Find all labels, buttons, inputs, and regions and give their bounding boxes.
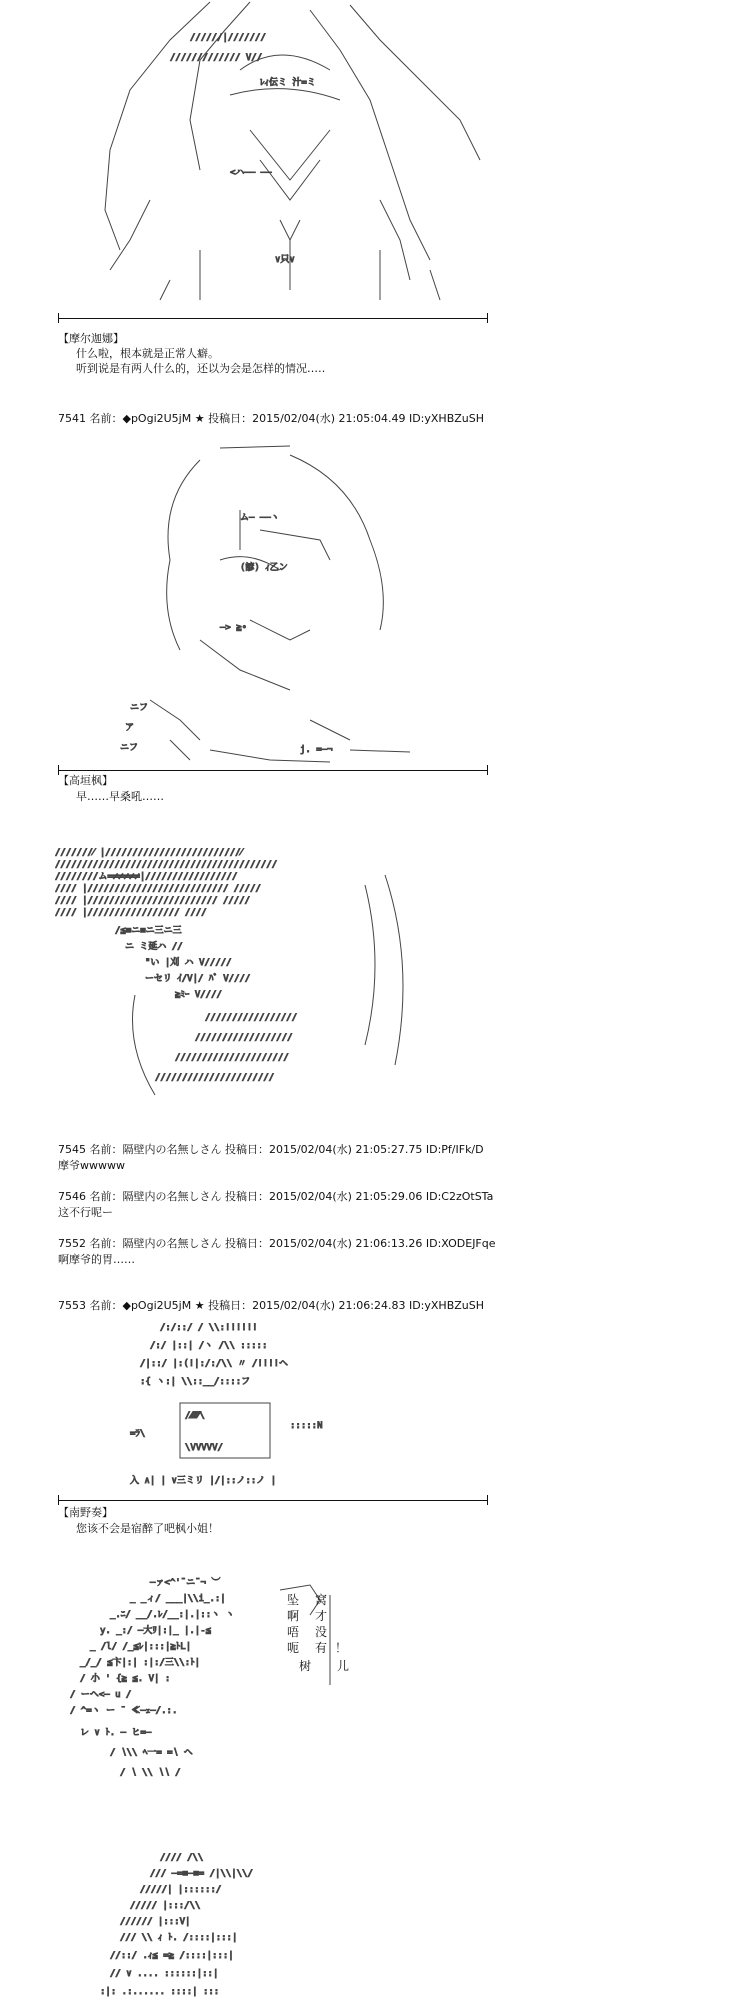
bubble-char: 窝 [315, 1593, 328, 1607]
svg-text:///////////// V//: ///////////// V// [170, 53, 263, 63]
dialogue-line: 早……早桑吼…… [76, 790, 164, 803]
svg-text:/:/::/ / \\:!!!!!!: /:/::/ / \\:!!!!!! [160, 1323, 258, 1333]
svg-text:ニフ: ニフ [130, 703, 149, 713]
panel-divider-1 [58, 318, 488, 319]
post-body: 这不行呢ー [58, 1206, 113, 1219]
svg-text:/:/ |::| /ヽ /\\ :::::: /:/ |::| /ヽ /\\ ::::: [150, 1341, 268, 1351]
svg-text:_ /l/ /_≦ﾚ|:::|≧ﾄL|: _ /l/ /_≦ﾚ|:::|≧ﾄL| [90, 1642, 192, 1652]
svg-text:ニ ミ延ハ //: ニ ミ延ハ // [125, 942, 183, 952]
svg-text::{ ヽ:| \\::__/::::フ: :{ ヽ:| \\::__/::::フ [140, 1377, 251, 1387]
post-body: 啊摩爷的胃…… [58, 1253, 135, 1266]
bubble-char: 儿 [337, 1659, 350, 1673]
svg-text:ﾚｨ伝ミ 汁=ミ: ﾚｨ伝ミ 汁=ミ [260, 78, 316, 88]
svg-text:/|::/ |:(!|:/:/\\ 〃 /!!!!ヘ: /|::/ |:(!|:/:/\\ 〃 /!!!!ヘ [140, 1359, 289, 1369]
svg-text:/// —=≡—≡= /|\\|\\/: /// —=≡—≡= /|\\|\\/ [150, 1869, 253, 1879]
svg-text:y. _:/ —大ﾘ|:|_ |.|-≦: y. _:/ —大ﾘ|:|_ |.|-≦ [100, 1626, 212, 1636]
svg-text://////////////////////////////: ///////////////////////////////////////// [55, 860, 278, 870]
ascii-art-figure-1 [50, 0, 490, 320]
svg-text://// /\\: //// /\\ [160, 1853, 204, 1863]
bubble-char: 啊 [287, 1609, 300, 1623]
svg-text:///////⁄ |/////////////////: ///////⁄ |/////////////////////////⁄ [55, 848, 243, 858]
svg-text::::::N: :::::N [290, 1421, 323, 1431]
panel-divider-3 [58, 1500, 488, 1501]
svg-text:/ ∖\\ ﾍ一= =∖ ヘ: / ∖\\ ﾍ一= =∖ ヘ [110, 1748, 193, 1758]
svg-text:j. =—¬: j. =—¬ [300, 745, 333, 755]
post-header: 7546 名前：隔壁内の名無しさん 投稿日：2015/02/04(水) 21:05:29.06 ID:C2zOtSTa [58, 1190, 494, 1203]
svg-text:<ハ—— ——: <ハ—— —— [230, 168, 272, 178]
bubble-char: 才 [315, 1609, 328, 1623]
svg-text://////////////////////: ////////////////////// [155, 1073, 275, 1083]
bubble-char: 没 [315, 1625, 328, 1639]
svg-text:/ 小 ' {≧ ≦. V| :: / 小 ' {≧ ≦. V| : [80, 1674, 171, 1684]
speaker-label: 【南野奏】 [58, 1506, 113, 1519]
ascii-art-figure-4 [120, 1318, 360, 1498]
svg-text:// ∨ .... ::::::|::|: // ∨ .... ::::::|::| [110, 1969, 219, 1979]
svg-text:_/_/ ≦卞|:| :|:/三\\:ﾄ|: _/_/ ≦卞|:| :|:/三\\:ﾄ| [80, 1658, 201, 1668]
svg-text://// |/////////////////////: //// |//////////////////////// ///// [55, 896, 251, 906]
svg-text:ム— ——ヽ: ム— ——ヽ [240, 513, 280, 523]
svg-text:ーセリ ｲ/V|/ ﾊﾞ V////: ーセリ ｲ/V|/ ﾊﾞ V//// [145, 974, 251, 984]
svg-text:/ ーヘ<— u /: / ーヘ<— u / [70, 1690, 132, 1700]
post-body: 摩爷wwwww [58, 1159, 125, 1172]
svg-text:≧ﾐｰ V////: ≧ﾐｰ V//// [175, 990, 222, 1000]
post-header: 7553 名前：◆pOgi2U5jM ★ 投稿日：2015/02/04(水) 21:06:24.83 ID:yXHBZuSH [58, 1299, 484, 1312]
speaker-label: 【高垣枫】 [58, 774, 113, 787]
speaker-label: 【摩尔迦娜】 [58, 332, 124, 345]
ascii-art-figure-2 [90, 440, 430, 770]
ascii-art-figure-6 [100, 1850, 360, 2000]
vertical-speech-bubble [285, 1592, 375, 1692]
post-header: 7541 名前：◆pOgi2U5jM ★ 投稿日：2015/02/04(水) 21:05:04.49 ID:yXHBZuSH [58, 412, 484, 425]
svg-text:入 ∧| | ∨三ミリ |/|::ノ::ノ |: 入 ∧| | ∨三ミリ |/|::ノ::ノ | [130, 1476, 277, 1486]
svg-text:ア: ア [125, 723, 135, 733]
svg-text:_.ﾆ/ __/.ﾚ/__:|.|::ヽ ヽ: _.ﾆ/ __/.ﾚ/__:|.|::ヽ ヽ [110, 1610, 235, 1620]
dialogue-line: 听到说是有两人什么的，还以为会是怎样的情况…‥ [76, 362, 326, 375]
svg-text:(諺) ｨ乙ン: (諺) ｨ乙ン [240, 563, 288, 573]
svg-text:/// \\ ｨ ﾄ. /::::|:::|: /// \\ ｨ ﾄ. /::::|:::| [120, 1933, 238, 1943]
svg-text://////////////////: ////////////////// [195, 1033, 293, 1043]
svg-text:=ﾗ\: =ﾗ\ [130, 1429, 146, 1439]
svg-text://// |/////////////////: //// |///////////////// //// [55, 908, 207, 918]
bubble-char: 有 [315, 1641, 328, 1655]
svg-text:///// |:::/\\: ///// |:::/\\ [130, 1901, 201, 1911]
bubble-char: 树 [299, 1659, 312, 1673]
post-header: 7545 名前：隔壁内の名無しさん 投稿日：2015/02/04(水) 21:05:27.75 ID:Pf/IFk/D [58, 1143, 484, 1156]
svg-text:_ _ィ/ ___|\\i_.:|: _ _ィ/ ___|\\i_.:| [130, 1594, 226, 1604]
svg-text://////|///////: //////|/////// [190, 33, 266, 43]
svg-text:—> ≧•: —> ≧• [220, 623, 248, 633]
svg-text:レ ∨ ﾄ. — ヒ=—: レ ∨ ﾄ. — ヒ=— [80, 1728, 152, 1738]
dialogue-line: 什么啦，根本就是正常人癖。 [76, 347, 219, 360]
svg-text://///////////////////: ///////////////////// [175, 1053, 289, 1063]
svg-text:////// |:::V|: ////// |:::V| [120, 1917, 191, 1927]
svg-text:\VVVVV/: \VVVVV/ [185, 1443, 223, 1453]
svg-text://///////////////: ///////////////// [205, 1013, 298, 1023]
svg-text:"い |刈 ハ V/////: "い |刈 ハ V///// [145, 958, 232, 968]
svg-text:/≦≡ニ≡ニ三ニ三: /≦≡ニ≡ニ三ニ三 [115, 926, 182, 936]
svg-text::|: .:...... ::::| :::: :|: .:...... ::::| ::: [100, 1987, 220, 1997]
panel-divider-2 [58, 770, 488, 771]
bubble-char: 唔 [287, 1625, 300, 1639]
svg-text://// |/////////////////////: //// |////////////////////////// ///// [55, 884, 261, 894]
bubble-char: 坠 [287, 1593, 300, 1607]
svg-text:ニフ: ニフ [120, 743, 139, 753]
svg-text:/⁄⁄⁄⁄⁄⁄\: /⁄⁄⁄⁄⁄⁄\ [185, 1411, 205, 1421]
dialogue-line: 您该不会是宿醉了吧枫小姐！ [76, 1522, 219, 1535]
svg-text:∨只∨: ∨只∨ [275, 255, 295, 265]
svg-text:/ ^=ヽ ー ˉ ≪—ｪ—/.:.: / ^=ヽ ー ˉ ≪—ｪ—/.:. [70, 1706, 178, 1716]
svg-text:—ァ<^'¨ニ¨¬ ︶: —ァ<^'¨ニ¨¬ ︶ [150, 1578, 221, 1588]
post-header: 7552 名前：隔壁内の名無しさん 投稿日：2015/02/04(水) 21:06:13.26 ID:XODEJFqe [58, 1237, 496, 1250]
bubble-char: 呃 [287, 1641, 300, 1655]
svg-text:/ ∖ \\ ∖∖ /: / ∖ \\ ∖∖ / [120, 1768, 181, 1778]
svg-text://///| |::::::/: /////| |::::::/ [140, 1885, 222, 1895]
bubble-char: ！ [335, 1641, 348, 1655]
svg-text:////////ム=≠≠≠≠≠|//////////////: ////////ム=≠≠≠≠≠|///////////////// [55, 872, 238, 882]
svg-text://::/ .ｨ≦ =≧ /::::|:::|: //::/ .ｨ≦ =≧ /::::|:::| [110, 1951, 234, 1961]
ascii-art-figure-3 [55, 845, 415, 1105]
